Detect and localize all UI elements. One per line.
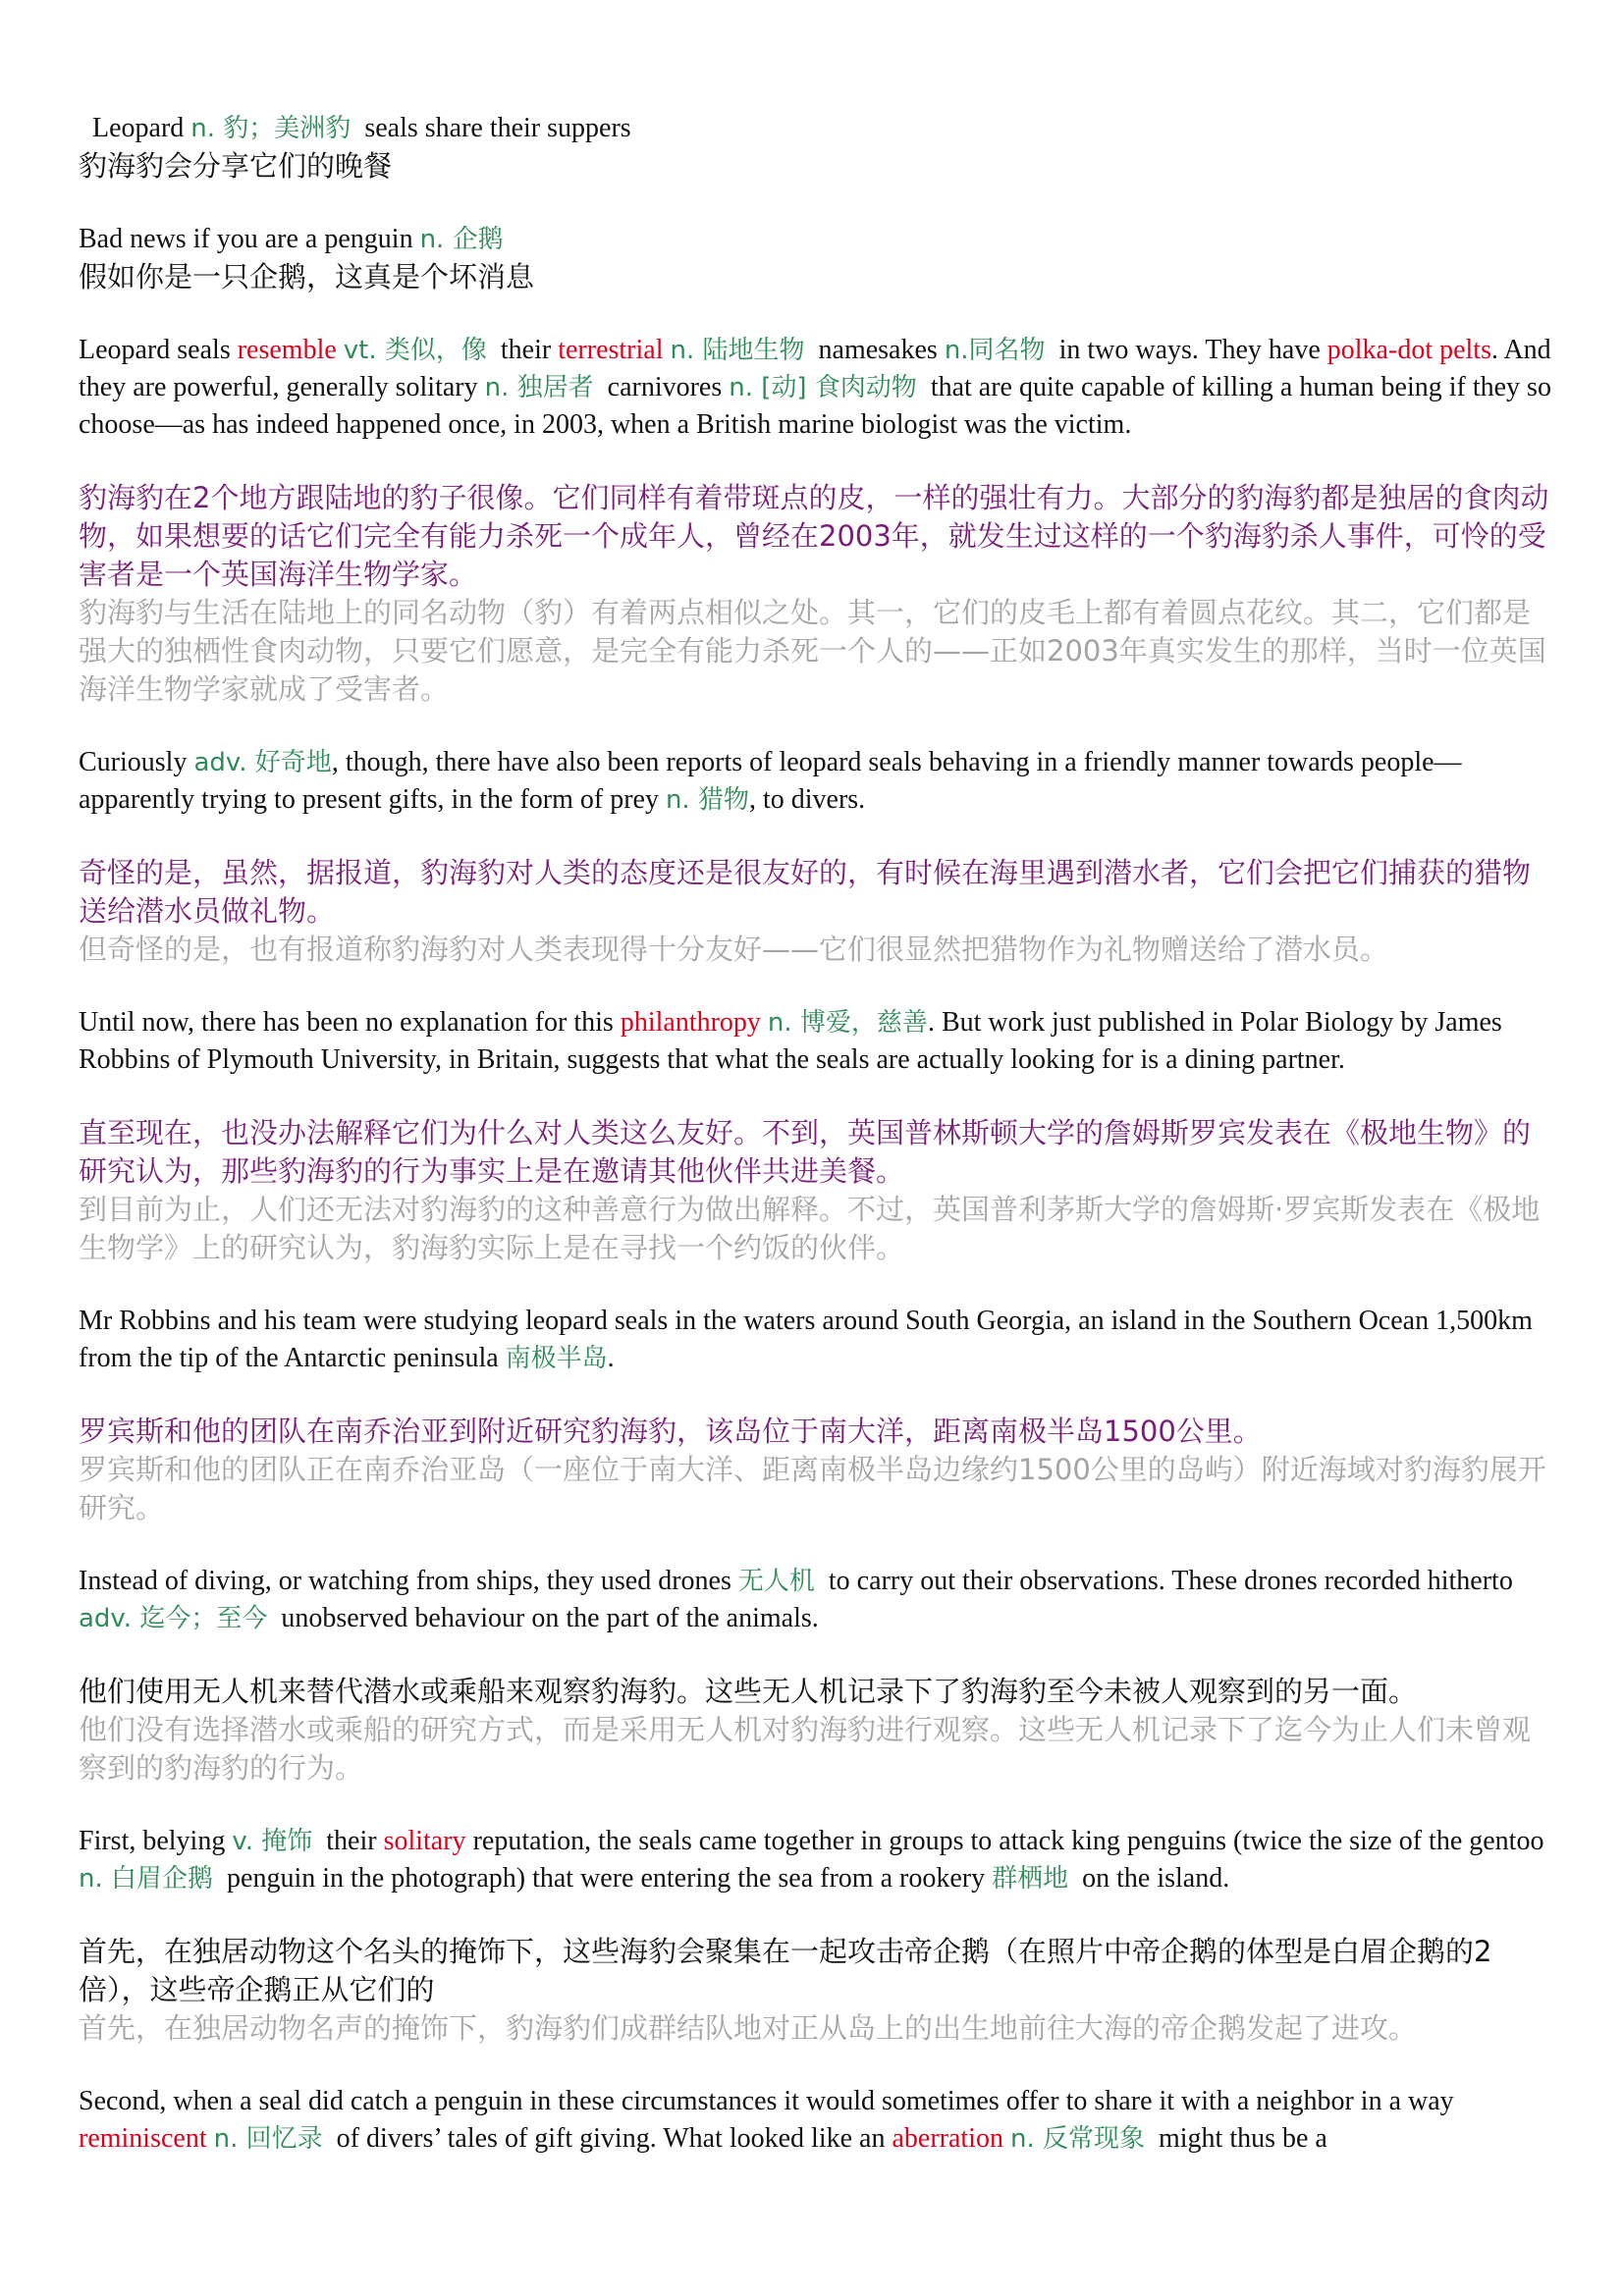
gloss: vt. 类似，像 [343, 336, 487, 365]
title-en: Leopard n. 豹；美洲豹 seals share their suppers [92, 113, 631, 143]
gloss: n. [动] 食肉动物 [729, 373, 917, 402]
document-page [79, 110, 1551, 2158]
translation-secondary: 罗宾斯和他的团队正在南乔治亚岛（一座位于南大洋、距离南极半岛边缘约1500公里的岛屿）附近海域对豹海豹展开研究。 [79, 1453, 1546, 1524]
translation-primary: 豹海豹在2个地方跟陆地的豹子很像。它们同样有着带斑点的皮，一样的强壮有力。大部分的豹海豹都是独居的食肉动物，如果想要的话它们完全有能力杀死一个成年人，曾经在2003年，就发生过这样的一个豹海豹杀人事件，可怜的受害者是一个英国海洋生物学家。 [79, 481, 1549, 591]
translation-primary: 首先，在独居动物这个名头的掩饰下，这些海豹会聚集在一起攻击帝企鹅（在照片中帝企鹅的体型是白眉企鹅的2倍），这些帝企鹅正从它们的 [79, 1935, 1492, 2006]
gloss: n. 回忆录 [213, 2124, 323, 2154]
highlight-word: solitary [383, 1826, 466, 1856]
paragraph-en: Second, when a seal did catch a penguin in these circumstances it would sometimes offer to share it with a neighbor in a way reminiscent n. 回忆录 of divers’ tales of gift giving. What looked like an aberration n. 反常现象 might thus be a [79, 2086, 1454, 2154]
translation-secondary: 到目前为止，人们还无法对豹海豹的这种善意行为做出解释。不过，英国普利茅斯大学的詹姆斯·罗宾斯发表在《极地生物学》上的研究认为，豹海豹实际上是在寻找一个约饭的伙伴。 [79, 1193, 1541, 1264]
highlight-word: philanthropy [620, 1007, 761, 1038]
gloss: 南极半岛 [505, 1344, 608, 1373]
gloss: n. 企鹅 [419, 225, 504, 254]
highlight-word: reminiscent [79, 2123, 207, 2154]
gloss: 群栖地 [992, 1864, 1069, 1894]
translation-primary: 直至现在，也没办法解释它们为什么对人类这么友好。不到，英国普林斯顿大学的詹姆斯罗宾发表在《极地生物》的研究认为，那些豹海豹的行为事实上是在邀请其他伙伴共进美餐。 [79, 1116, 1532, 1188]
gloss: n. 独居者 [484, 373, 594, 402]
translation-primary: 奇怪的是，虽然，据报道，豹海豹对人类的态度还是很友好的，有时候在海里遇到潜水者，它们会把它们捕获的猎物送给潜水员做礼物。 [79, 856, 1532, 928]
translation-primary: 他们使用无人机来替代潜水或乘船来观察豹海豹。这些无人机记录下了豹海豹至今未被人观察到的另一面。 [79, 1675, 1418, 1708]
subtitle-zh: 假如你是一只企鹅，这真是个坏消息 [79, 260, 535, 294]
subtitle-en: Bad news if you are a penguin n. 企鹅 [79, 224, 504, 254]
gloss: n. 豹；美洲豹 [190, 114, 352, 143]
paragraph-en: Leopard seals resemble vt. 类似，像 their terrestrial n. 陆地生物 namesakes n.同名物 in two ways. They have polka-dot pelts. And they are powerful, generally solitary n. 独居者 carnivores n. [动] 食肉动物 that are quite capable of killing a human being if they so choose—as has indeed happened once, in 2003, when a British marine biologist was the victim. [79, 335, 1551, 440]
translation-secondary: 首先，在独居动物名声的掩饰下，豹海豹们成群结队地对正从岛上的出生地前往大海的帝企鹅发起了进攻。 [79, 2011, 1418, 2045]
gloss: adv. 好奇地 [193, 748, 332, 777]
gloss: n. 陆地生物 [670, 336, 805, 365]
gloss: n. 猎物 [665, 785, 749, 815]
gloss: n.同名物 [944, 336, 1046, 365]
translation-primary: 罗宾斯和他的团队在南乔治亚到附近研究豹海豹，该岛位于南大洋，距离南极半岛1500公里。 [79, 1415, 1262, 1448]
gloss: 无人机 [737, 1567, 815, 1596]
gloss: n. 白眉企鹅 [79, 1864, 214, 1894]
highlight-word: resemble [237, 335, 337, 365]
title-zh: 豹海豹会分享它们的晚餐 [79, 149, 393, 183]
gloss: adv. 迄今；至今 [79, 1604, 268, 1633]
gloss: v. 掩饰 [232, 1827, 313, 1856]
highlight-word: terrestrial [558, 335, 664, 365]
translation-secondary: 豹海豹与生活在陆地上的同名动物（豹）有着两点相似之处。其一，它们的皮毛上都有着圆点花纹。其二，它们都是强大的独栖性食肉动物，只要它们愿意，是完全有能力杀死一个人的——正如2003年真实发生的那样，当时一位英国海洋生物学家就成了受害者。 [79, 596, 1546, 706]
paragraph-en: Until now, there has been no explanation for this philanthropy n. 博爱，慈善. But work just published in Polar Biology by James Robbins of Plymouth University, in Britain, suggests that what the seals are actually looking for is a dining partner. [79, 1007, 1502, 1075]
paragraph-en: Instead of diving, or watching from ships, they used drones 无人机 to carry out their observations. These drones recorded hitherto adv. 迄今；至今 unobserved behaviour on the part of the animals. [79, 1566, 1513, 1633]
highlight-word: aberration [892, 2123, 1003, 2154]
paragraph-en: Curiously adv. 好奇地, though, there have also been reports of leopard seals behaving in a friendly manner towards people—apparently trying to present gifts, in the form of prey n. 猎物, to divers. [79, 747, 1462, 815]
gloss: n. 博爱，慈善 [767, 1008, 928, 1038]
gloss: n. 反常现象 [1009, 2124, 1145, 2154]
translation-secondary: 他们没有选择潜水或乘船的研究方式，而是采用无人机对豹海豹进行观察。这些无人机记录下了迄今为止人们未曾观察到的豹海豹的行为。 [79, 1713, 1532, 1785]
paragraph-en: First, belying v. 掩饰 their solitary reputation, the seals came together in groups to attack king penguins (twice the size of the gentoo n. 白眉企鹅 penguin in the photograph) that were entering the sea from a rookery 群栖地 on the island. [79, 1826, 1544, 1894]
paragraph-en: Mr Robbins and his team were studying leopard seals in the waters around South Georgia, an island in the Southern Ocean 1,500km from the tip of the Antarctic peninsula 南极半岛. [79, 1306, 1533, 1373]
translation-secondary: 但奇怪的是，也有报道称豹海豹对人类表现得十分友好——它们很显然把猎物作为礼物赠送给了潜水员。 [79, 933, 1389, 966]
highlight-word: polka-dot pelts [1326, 335, 1491, 365]
